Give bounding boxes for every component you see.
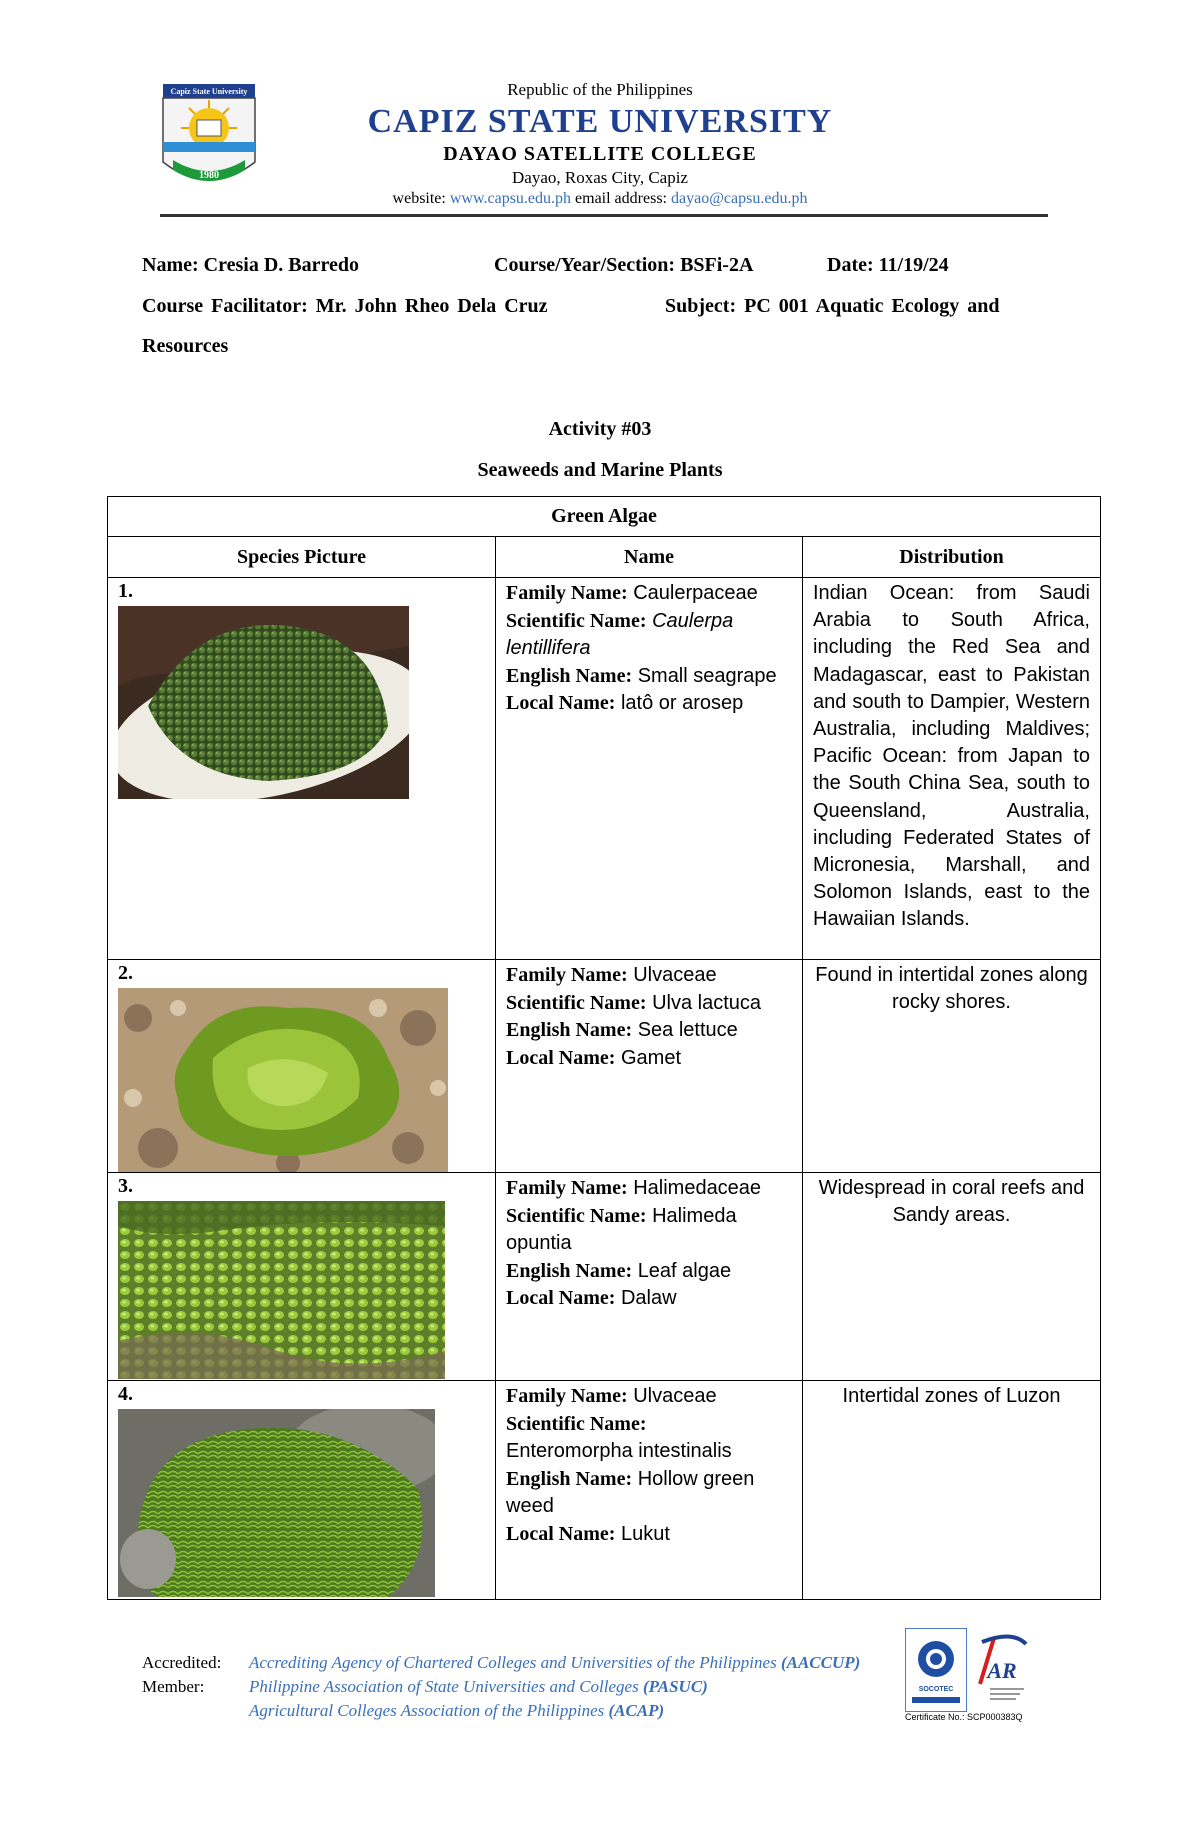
- org-aaccup: [249, 1653, 860, 1673]
- local-name: Dalaw: [620, 1287, 677, 1309]
- green-algae-table: [107, 496, 1101, 1600]
- org-pasuc: [249, 1677, 708, 1697]
- university-name: CAPIZ STATE UNIVERSITY: [367, 103, 833, 140]
- local-label: Local Name:: [506, 1046, 616, 1069]
- english-label: English Name:: [506, 1259, 633, 1282]
- family-label: Family Name:: [506, 964, 628, 986]
- logo-text: Capiz State University: [170, 87, 248, 96]
- course-section: Course/Year/Section: BSFi-2A: [494, 254, 754, 276]
- org-abbr: (PASUC): [642, 1677, 708, 1696]
- table-row: [108, 960, 1101, 1173]
- local-label: Local Name:: [506, 1522, 616, 1545]
- socotec-certification-logo: [905, 1628, 967, 1712]
- family-name: Ulvaceae: [633, 1385, 717, 1407]
- local-name: Lukut: [620, 1522, 670, 1545]
- scientific-label: Scientific Name:: [506, 1204, 647, 1227]
- university-seal-logo: [159, 82, 259, 198]
- english-label: English Name:: [506, 1467, 633, 1490]
- org-name: Accrediting Agency of Chartered Colleges and Universities of the Philippines: [249, 1653, 777, 1672]
- website-link[interactable]: www.capsu.edu.ph: [449, 190, 572, 207]
- halimeda-photo: [118, 1201, 445, 1379]
- email-label: email address:: [575, 190, 667, 207]
- scientific-label: Scientific Name:: [506, 991, 647, 1014]
- picture-cell: [108, 578, 496, 960]
- activity-number: Activity #03: [548, 418, 652, 440]
- subject-continued: Resources: [142, 335, 229, 357]
- family-label: Family Name:: [506, 1385, 628, 1407]
- activity-title: Seaweeds and Marine Plants: [477, 459, 723, 481]
- ar-accreditation-logo: [972, 1630, 1032, 1710]
- table-row: [108, 1381, 1101, 1600]
- name-cell: [496, 1173, 803, 1381]
- cert-brand: SOCOTEC: [918, 1686, 954, 1693]
- scientific-label: Scientific Name:: [506, 609, 647, 632]
- org-name: Agricultural Colleges Association of the Philippines: [249, 1701, 605, 1720]
- row-number: 2.: [118, 962, 133, 984]
- english-label: English Name:: [506, 664, 633, 687]
- member-label: Member:: [142, 1677, 205, 1696]
- email-link[interactable]: dayao@capsu.edu.ph: [670, 190, 808, 207]
- scientific-name: Enteromorpha intestinalis: [506, 1440, 732, 1462]
- picture-cell: [108, 960, 496, 1173]
- english-name: Hollow green weed: [506, 1467, 755, 1517]
- english-name: Small seagrape: [637, 664, 777, 687]
- org-acap: [249, 1701, 664, 1721]
- english-label: English Name:: [506, 1019, 633, 1041]
- letterhead-divider: [160, 214, 1048, 217]
- row-number: 3.: [118, 1175, 133, 1197]
- scientific-name: Ulva lactuca: [652, 991, 762, 1014]
- org-abbr: (AACCUP): [780, 1653, 861, 1672]
- scientific-name: Halimeda opuntia: [506, 1204, 737, 1254]
- picture-cell: [108, 1173, 496, 1381]
- scientific-name: Caulerpa lentillifera: [506, 609, 734, 659]
- org-abbr: (ACAP): [608, 1701, 665, 1720]
- family-label: Family Name:: [506, 582, 628, 604]
- submission-date: Date: 11/19/24: [827, 254, 949, 276]
- college-address: Dayao, Roxas City, Capiz: [512, 168, 688, 187]
- name-cell: [496, 960, 803, 1173]
- row-number: 4.: [118, 1383, 133, 1405]
- logo-year: 1980: [199, 170, 219, 181]
- english-name: Leaf algae: [637, 1259, 732, 1282]
- local-name: latô or arosep: [620, 692, 744, 714]
- family-name: Ulvaceae: [633, 964, 717, 986]
- family-name: Halimedaceae: [633, 1177, 762, 1199]
- student-name: Name: Cresia D. Barredo: [142, 254, 359, 276]
- distribution-cell: Found in intertidal zones along rocky shores.: [803, 960, 1101, 1173]
- course-facilitator: Course Facilitator: Mr. John Rheo Dela Cruz: [142, 295, 548, 317]
- name-cell: [496, 1381, 803, 1600]
- local-label: Local Name:: [506, 1287, 616, 1309]
- english-name: Sea lettuce: [637, 1019, 738, 1041]
- column-header-distribution: Distribution: [803, 537, 1101, 578]
- college-name: DAYAO SATELLITE COLLEGE: [443, 143, 757, 165]
- name-cell: [496, 578, 803, 960]
- scientific-label: Scientific Name:: [506, 1412, 647, 1435]
- contact-line: [300, 190, 900, 208]
- table-row: [108, 1173, 1101, 1381]
- local-label: Local Name:: [506, 692, 616, 714]
- row-number: 1.: [118, 580, 133, 602]
- org-name: Philippine Association of State Universities and Colleges: [249, 1677, 639, 1696]
- website-label: website:: [392, 190, 446, 207]
- sea-grapes-photo: [118, 606, 409, 799]
- distribution-cell: Widespread in coral reefs and Sandy areas.: [803, 1173, 1101, 1381]
- family-name: Caulerpaceae: [633, 582, 758, 604]
- republic-line: Republic of the Philippines: [507, 80, 693, 99]
- accredited-label: Accredited:: [142, 1653, 222, 1672]
- hollow-green-weed-photo: [118, 1409, 435, 1597]
- picture-cell: [108, 1381, 496, 1600]
- local-name: Gamet: [620, 1046, 682, 1069]
- family-label: Family Name:: [506, 1177, 628, 1199]
- column-header-name: Name: [496, 537, 803, 578]
- table-group-header: Green Algae: [108, 497, 1101, 537]
- ar-logo-text: AR: [987, 1658, 1017, 1683]
- distribution-cell: Indian Ocean: from Saudi Arabia to South Africa, including the Red Sea and Madagascar, east to Pakistan and south to Dampier, Western Australia, including Maldives; Pacific Ocean: from Japan to the South China Sea, south to Queensland, Australia, including Federated States of Micronesia, Marshall, and Solomon Islands, east to the Hawaiian Islands.: [803, 578, 1101, 960]
- table-row: [108, 578, 1101, 960]
- sea-lettuce-photo: [118, 988, 448, 1172]
- certificate-number: Certificate No.: SCP000383Q: [905, 1712, 1023, 1722]
- column-header-picture: Species Picture: [108, 537, 496, 578]
- subject: Subject: PC 001 Aquatic Ecology and: [665, 295, 1000, 317]
- distribution-cell: Intertidal zones of Luzon: [803, 1381, 1101, 1600]
